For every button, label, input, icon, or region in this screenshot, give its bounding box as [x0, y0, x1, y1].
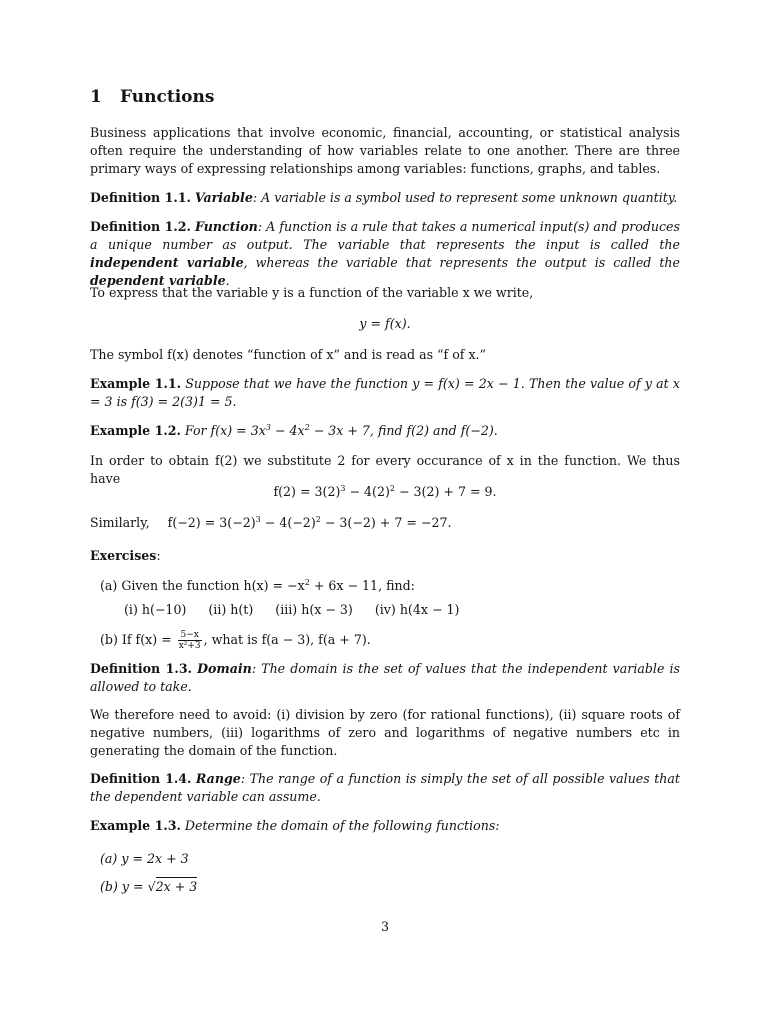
- definition-text: : A variable is a symbol used to represent some unknown quantity.: [252, 190, 678, 205]
- example-1-3-item-b: (b) y = √2x + 3: [100, 879, 198, 894]
- exercises-heading: Exercises:: [90, 548, 161, 563]
- definition-label: Definition 1.3.: [90, 661, 192, 676]
- equation-f-minus-2: Similarly, $f(-2) = 3(-2)^3 - 4(-2)^2 - 3(-2) + 7 = -27$.: [90, 514, 452, 530]
- equation-y-fx: y = f(x).: [359, 316, 411, 331]
- equation-f2: $f(2) = 3(2)^3 - 4(2)^2 - 3(2) + 7 = 9$.: [273, 483, 497, 499]
- dependent-variable-term: dependent variable: [90, 273, 226, 288]
- example-1-1: [90, 375, 680, 411]
- definition-term: Domain: [197, 661, 252, 676]
- express-paragraph: To express that the variable y is a function of the variable x we write,: [90, 285, 534, 300]
- example-label: Example 1.2.: [90, 423, 181, 438]
- definition-term: Function: [194, 219, 258, 234]
- example-label: Example 1.1.: [90, 376, 182, 391]
- exercise-a-item: (iii) h(x − 3): [275, 602, 353, 617]
- definition-label: Definition 1.1.: [90, 190, 191, 205]
- definition-1-2: [90, 218, 680, 290]
- definition-text: .: [225, 273, 230, 288]
- example-text: Determine the domain of the following functions:: [184, 818, 500, 833]
- page-number: 3: [380, 919, 389, 934]
- intro-paragraph: Business applications that involve economic, financial, accounting, or statistical analysis often require the understanding of how variables relate to one another. There are three primary ways of expressing relationships among variables: functions, graphs, and tables.: [90, 125, 680, 176]
- definition-1-4: [90, 770, 680, 806]
- section-title: [90, 88, 214, 106]
- definition-text: : A function is a rule that takes a numerical input(s) and produces a unique number as output. The variable that represents the input is called the: [90, 219, 680, 252]
- fraction: $\frac{5-x}{\text{x²+3}}$: [178, 630, 201, 651]
- order-paragraph: In order to obtain f(2) we substitute 2 for every occurance of x in the function. We thus have: [90, 453, 680, 486]
- example-text: Suppose that we have the function y = f(x) = 2x − 1. Then the value of y at x = 3 is f(3) = 2(3)1 = 5.: [90, 376, 681, 409]
- section-title-text: Functions: [120, 87, 215, 107]
- exercise-a-item: (i) h(−10): [124, 602, 187, 617]
- definition-1-3: [90, 660, 680, 696]
- definition-text: : The domain is the set of values that the independent variable is allowed to take.: [90, 661, 680, 694]
- definition-label: Definition 1.2.: [90, 219, 191, 234]
- example-label: Example 1.3.: [90, 818, 181, 833]
- square-root: 2x + 3: [155, 879, 198, 894]
- example-1-3-item-a: (a) y = 2x + 3: [100, 851, 189, 866]
- example-1-2: [90, 422, 680, 440]
- definition-term: Variable: [194, 190, 253, 205]
- exercise-a: (a) Given the function $h(x) = -x^2 + 6x - 11$, find:: [100, 577, 415, 593]
- example-1-3: [90, 817, 680, 835]
- definition-label: Definition 1.4.: [90, 771, 192, 786]
- example-text: For $f(x) = 3x^3 - 4x^2 - 3x + 7$, find f(2) and f(−2).: [184, 422, 498, 438]
- avoid-paragraph: We therefore need to avoid: (i) division by zero (for rational functions), (ii) square roots of negative numbers, (iii) logarithms of zero and logarithms of negative numbers etc in generating the domain of the function.: [90, 707, 680, 758]
- exercise-b: (b) If f(x) = $\frac{5-x}{\text{x²+3}}$ , what is f(a − 3), f(a + 7).: [100, 630, 371, 651]
- independent-variable-term: independent variable: [90, 255, 244, 270]
- similarly-word: Similarly,: [90, 515, 150, 530]
- exercise-a-items: [124, 601, 680, 619]
- section-number: 1: [90, 87, 102, 107]
- symbol-paragraph: The symbol f(x) denotes “function of x” and is read as “f of x.”: [90, 347, 486, 362]
- definition-1-1: [90, 189, 680, 207]
- definition-text: , whereas the variable that represents the output is called the: [243, 255, 680, 270]
- exercise-a-item: (iv) h(4x − 1): [374, 602, 460, 617]
- exercise-a-item: (ii) h(t): [208, 602, 254, 617]
- definition-term: Range: [195, 771, 241, 786]
- definition-text: : The range of a function is simply the set of all possible values that the dependent variable can assume.: [90, 771, 680, 804]
